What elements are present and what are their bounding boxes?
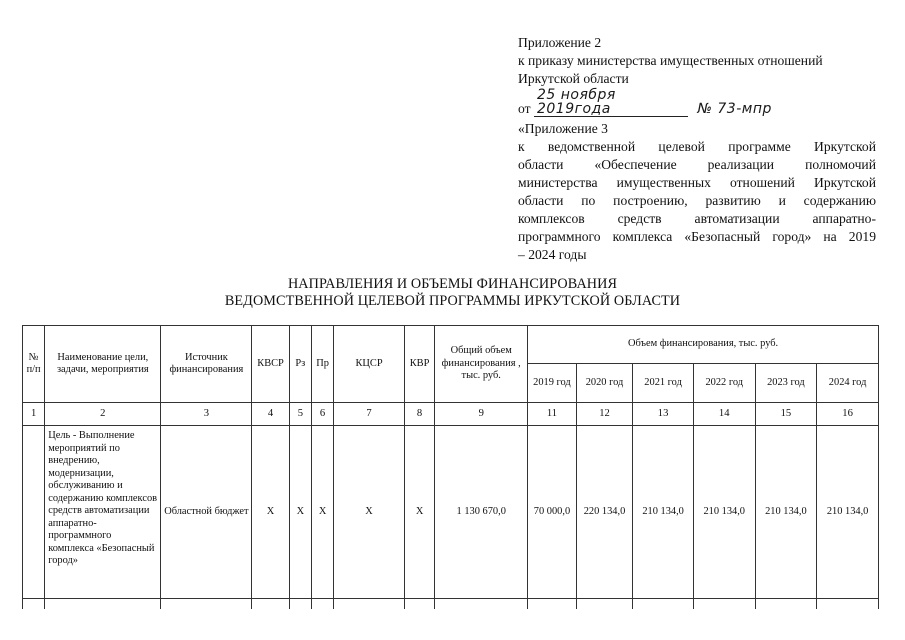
header-name: Наименование цели, задачи, мероприятия [45, 326, 161, 403]
row-year-value: 220 134,0 [576, 426, 633, 599]
column-number: 11 [528, 403, 577, 426]
column-number-row [23, 403, 879, 426]
document-title-line-1: НАПРАВЛЕНИЯ И ОБЪЕМЫ ФИНАНСИРОВАНИЯ [287, 276, 618, 292]
header-year: 2022 год [693, 364, 755, 403]
table-continuation-row [23, 599, 879, 610]
handwritten-number: № 73-мпр [697, 101, 772, 117]
row-year-value: 210 134,0 [693, 426, 755, 599]
appendix-3-line: области «Обеспечение реализации полномочий [518, 157, 876, 172]
header-source: Источник финансирования [161, 326, 252, 403]
appendix-2-date-line [518, 88, 876, 118]
row-year-value: 210 134,0 [633, 426, 694, 599]
header-num: № п/п [23, 326, 45, 403]
document-title-line-2: ВЕДОМСТВЕННОЙ ЦЕЛЕВОЙ ПРОГРАММЫ ИРКУТСКОЙ ОБЛАСТИ [224, 293, 681, 309]
table-header-row [23, 326, 879, 364]
handwritten-date: 25 ноября 2019года [534, 88, 688, 117]
column-number: 3 [161, 403, 252, 426]
row-total: 1 130 670,0 [435, 426, 528, 599]
column-number: 6 [311, 403, 333, 426]
appendix-3-line: комплексов средств автоматизации аппаратно- [518, 211, 876, 226]
row-year-value: 210 134,0 [755, 426, 817, 599]
header-rz: Рз [289, 326, 311, 403]
column-number: 12 [576, 403, 633, 426]
financing-table [22, 325, 879, 609]
table-row [23, 426, 879, 599]
header-year: 2019 год [528, 364, 577, 403]
column-number: 16 [817, 403, 879, 426]
header-year: 2024 год [817, 364, 879, 403]
header-year: 2021 год [633, 364, 694, 403]
appendix-3-line: к ведомственной целевой программе Иркутской [518, 139, 876, 154]
row-year-value: 70 000,0 [528, 426, 577, 599]
row-kvr: Х [404, 426, 434, 599]
from-label: от [518, 101, 531, 116]
header-total: Общий объем финансирования , тыс. руб. [435, 326, 528, 403]
appendix-3-line: области по построению, развитию и содержанию [518, 193, 876, 208]
row-kvsr: Х [252, 426, 289, 599]
column-number: 5 [289, 403, 311, 426]
appendix-2-header [518, 34, 876, 118]
row-year-value: 210 134,0 [817, 426, 879, 599]
column-number: 4 [252, 403, 289, 426]
row-name: Цель - Выполнение мероприятий по внедрению, модернизации, обслуживанию и содержанию комплексов средств автоматизации аппаратно-программного комплекса «Безопасный город» [45, 426, 161, 599]
appendix-3-line: министерства имущественных отношений Иркутской [518, 175, 876, 190]
column-number: 1 [23, 403, 45, 426]
appendix-3-line: «Приложение 3 [518, 121, 608, 136]
row-pr: Х [311, 426, 333, 599]
column-number: 14 [693, 403, 755, 426]
header-year: 2023 год [755, 364, 817, 403]
header-kvr: КВР [404, 326, 434, 403]
header-year: 2020 год [576, 364, 633, 403]
appendix-3-line: программного комплекса «Безопасный город» на 2019 [518, 229, 876, 244]
header-pr: Пр [311, 326, 333, 403]
header-kcsr: КЦСР [334, 326, 405, 403]
row-source: Областной бюджет [161, 426, 252, 599]
header-financing-group: Объем финансирования, тыс. руб. [528, 326, 879, 364]
column-number: 9 [435, 403, 528, 426]
appendix-3-header [518, 120, 876, 264]
appendix-3-line: – 2024 годы [518, 247, 587, 262]
column-number: 2 [45, 403, 161, 426]
column-number: 7 [334, 403, 405, 426]
appendix-2-order-line: к приказу министерства имущественных отношений [518, 53, 823, 68]
appendix-2-title: Приложение 2 [518, 35, 602, 50]
row-kcsr: Х [334, 426, 405, 599]
row-rz: Х [289, 426, 311, 599]
column-number: 8 [404, 403, 434, 426]
column-number: 15 [755, 403, 817, 426]
column-number: 13 [633, 403, 694, 426]
header-kvsr: КВСР [252, 326, 289, 403]
appendix-2-region-line: Иркутской области [518, 71, 629, 86]
row-num [23, 426, 45, 599]
